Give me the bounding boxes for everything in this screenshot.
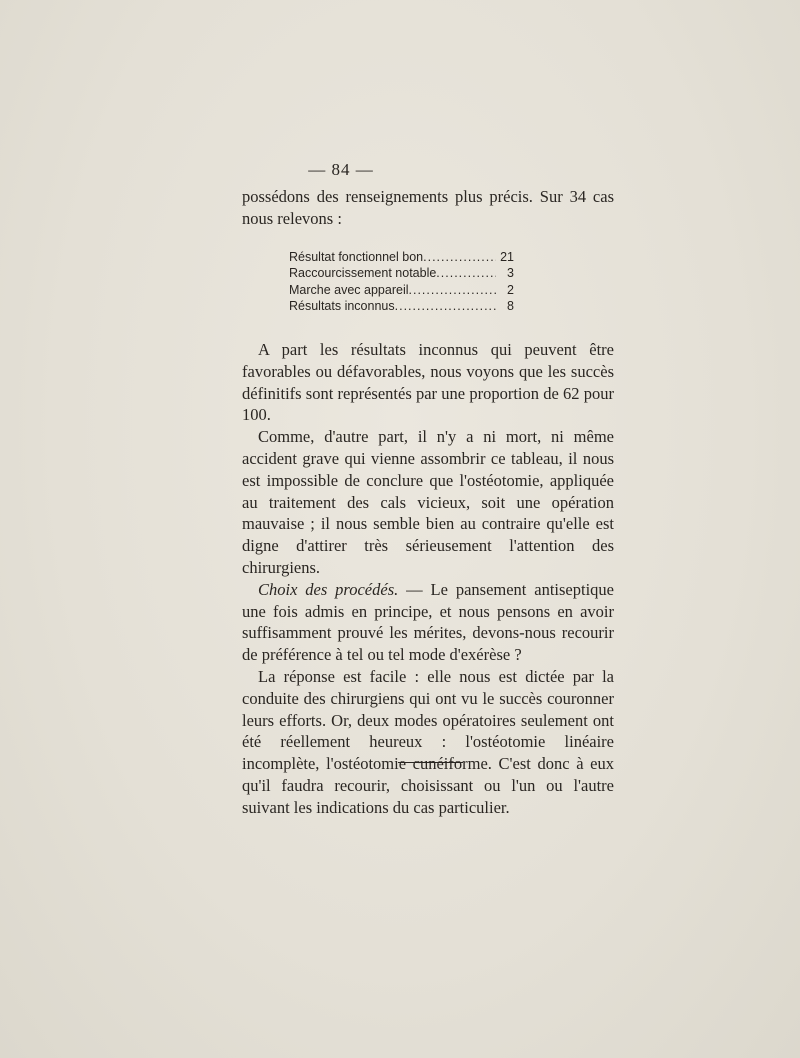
results-row <box>289 282 514 298</box>
intro-paragraph: possédons des renseignements plus précis. Sur 34 cas nous relevons : <box>242 187 614 228</box>
paragraph-procedures <box>242 579 614 666</box>
body-text <box>242 339 614 819</box>
results-row <box>289 265 514 281</box>
paragraph-answer: La réponse est facile : elle nous est dictée par la conduite des chirurgiens qui ont vu le succès couronner leurs efforts. Or, deux modes opératoires seulement ont été réellement heureux : l'ostéotomie linéaire incomplète, l'ostéotomie cunéiforme. C'est donc à eux qu'il faudra recourir, choisissant ou l'un ou l'autre suivant les indications du cas particulier. <box>242 666 614 817</box>
paragraph-conclusion: Comme, d'autre part, il n'y a ni mort, ni même accident grave qui vienne assombrir ce tableau, il nous est impossible de conclure que l'ostéotomie, appliquée au traitement des cals vicieux, soit une opération mauvaise ; il nous semble bien au contraire qu'elle est digne d'attirer très sérieusement l'attention des chirurgiens. <box>242 427 614 577</box>
results-row <box>289 298 514 314</box>
results-table <box>289 249 514 315</box>
leader-dots <box>423 249 496 265</box>
result-label: Marche avec appareil <box>289 282 409 297</box>
paragraph-procedures-text: — Le pansement antiseptique une fois admis en principe, et nous pensons en avoir suffisamment prouvé les mérites, devons-nous recourir de préférence à tel ou tel mode d'exérèse ? <box>242 579 614 665</box>
section-heading: Choix des procédés. <box>258 579 399 599</box>
leader-dots <box>395 298 496 314</box>
intro-text <box>242 186 614 230</box>
result-label: Résultat fonctionnel bon <box>289 250 424 264</box>
result-value: 2 <box>507 282 514 297</box>
result-label: Raccourcissement notable <box>289 266 437 281</box>
result-value: 8 <box>507 299 514 314</box>
result-value: 3 <box>507 266 514 281</box>
end-rule <box>398 762 463 763</box>
leader-dots <box>436 265 496 281</box>
page-number: — 84 — <box>308 160 374 179</box>
result-label: Résultats inconnus <box>289 299 395 314</box>
result-value: 21 <box>500 250 514 264</box>
results-row <box>289 249 514 265</box>
paragraph-results-summary: A part les résultats inconnus qui peuvent être favorables ou défavorables, nous voyons que les succès définitifs sont représentés par une proportion de 62 pour 100. <box>242 340 614 425</box>
leader-dots <box>409 282 496 298</box>
